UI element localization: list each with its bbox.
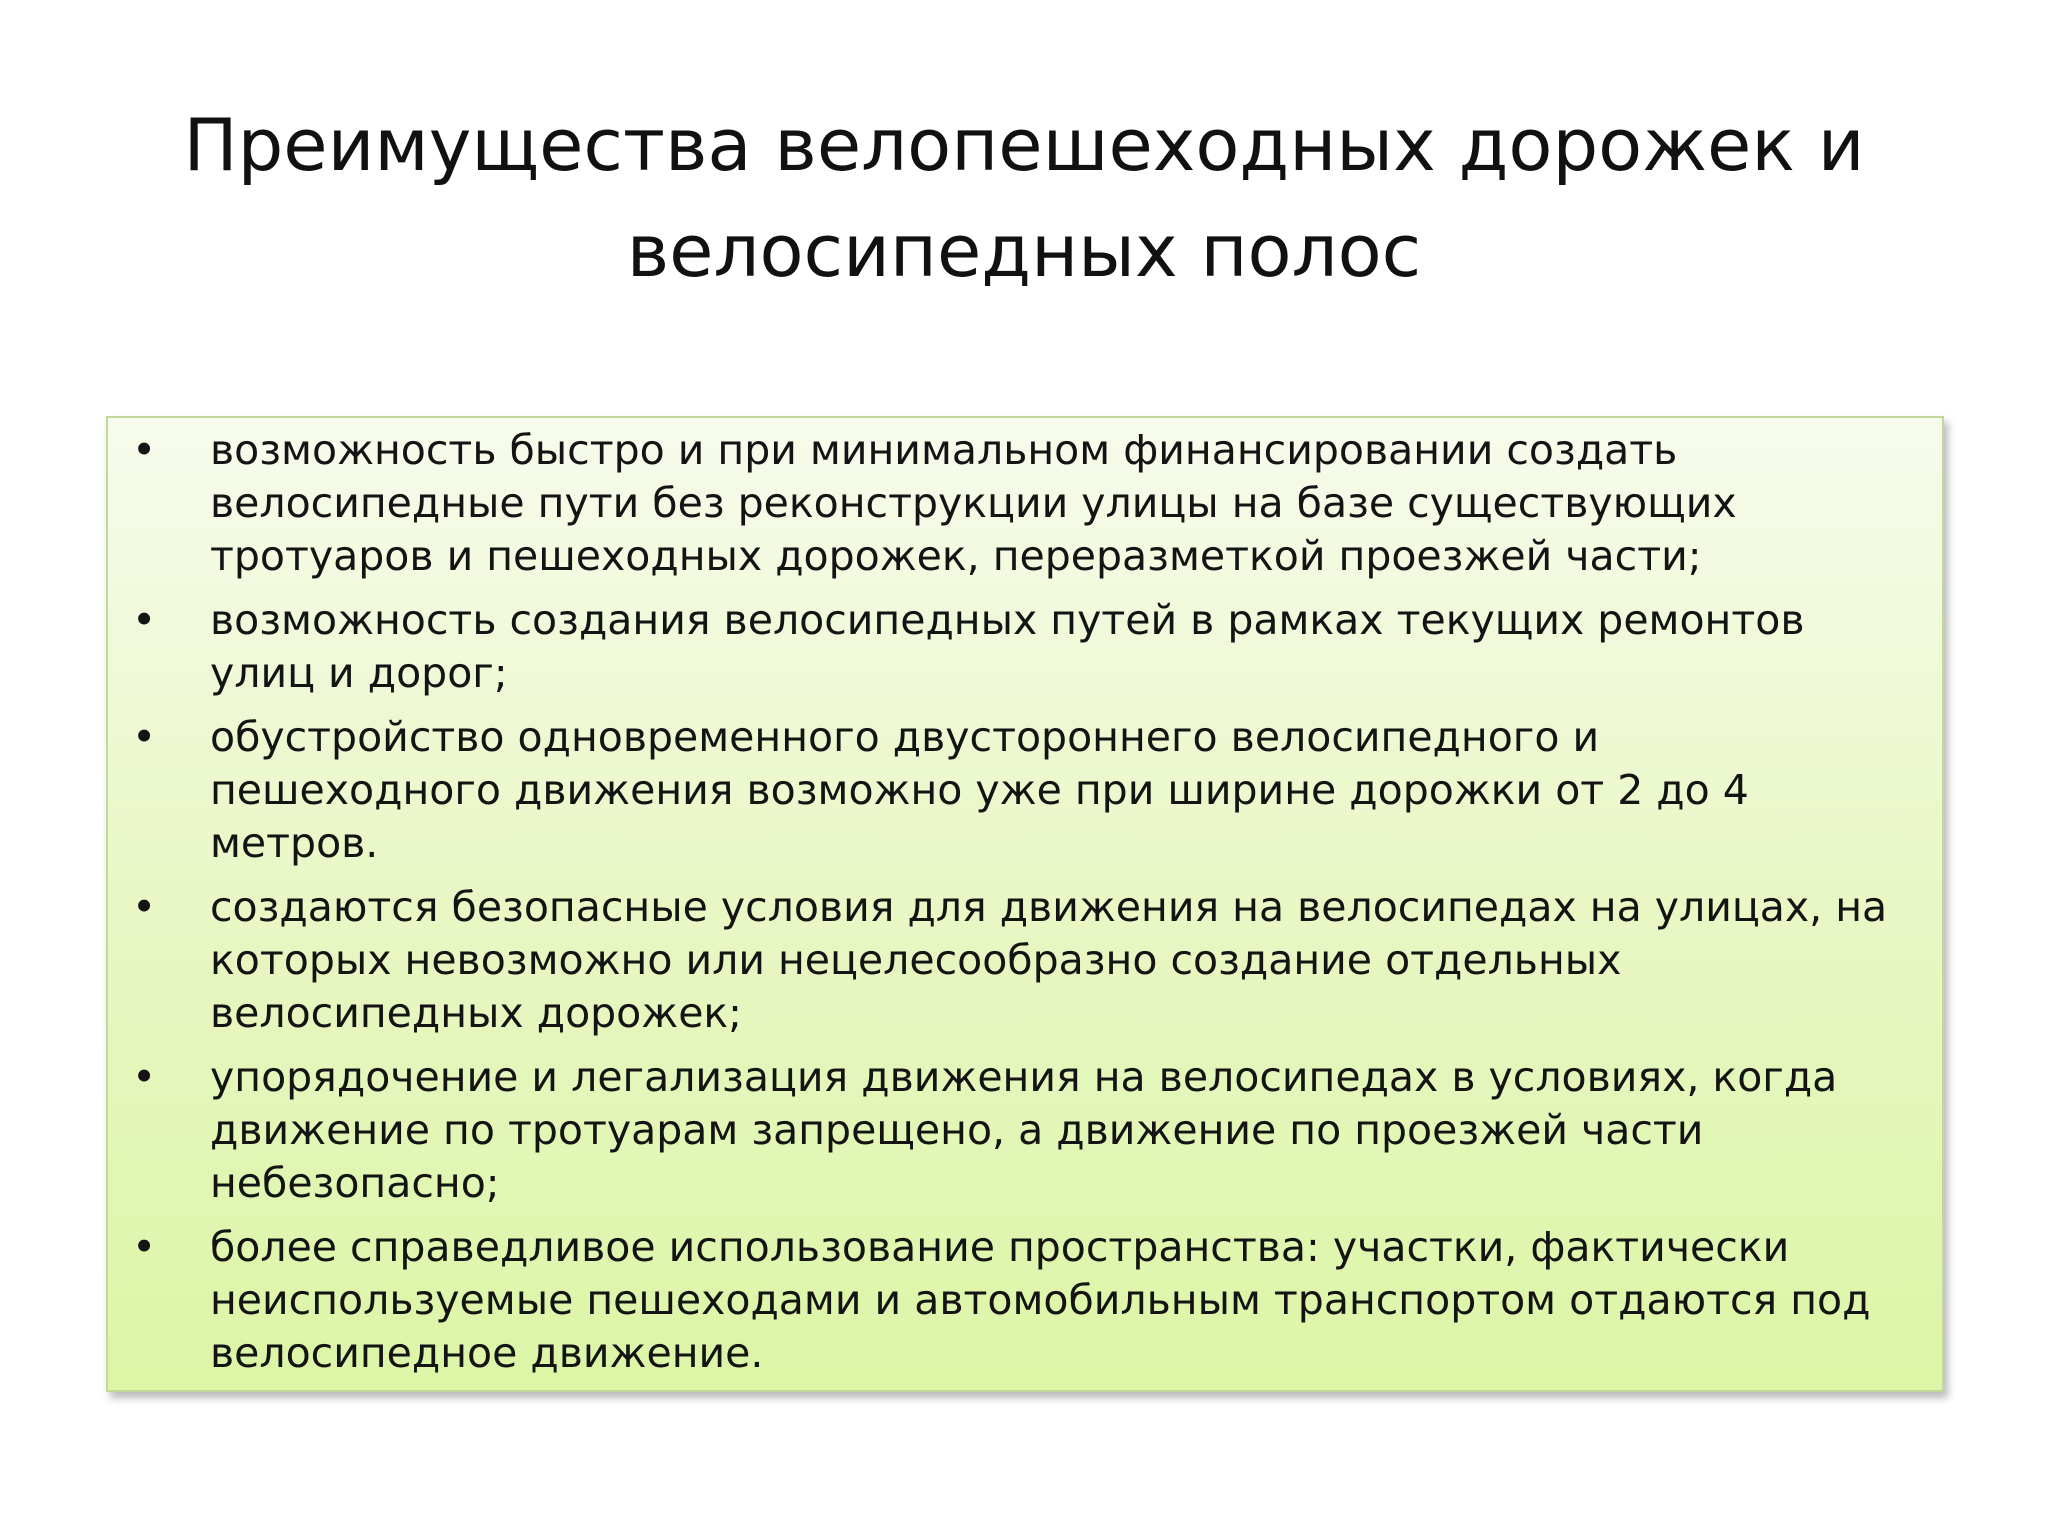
list-item-text: более справедливое использование пространства: участки, фактически неиспользуемые пешеходами и автомобильным транспортом отдаются под велосипедное движение. (210, 1223, 1871, 1377)
bullet-icon: • (132, 426, 157, 474)
bullet-icon: • (132, 713, 157, 761)
list-item (130, 881, 1902, 1040)
list-item-text: возможность быстро и при минимальном финансировании создать велосипедные пути без реконструкции улицы на базе существующих тротуаров и пешеходных дорожек, переразметкой проезжей части; (210, 426, 1737, 580)
list-item (130, 1221, 1902, 1380)
content-box (106, 416, 1944, 1392)
list-item (130, 1051, 1902, 1210)
list-item (130, 424, 1902, 583)
slide-title: Преимущества велопешеходных дорожек и велосипедных полос (183, 103, 1865, 293)
list-item (130, 594, 1902, 700)
bullet-icon: • (132, 883, 157, 931)
bullet-icon: • (132, 1223, 157, 1271)
list-item-text: упорядочение и легализация движения на велосипедах в условиях, когда движение по тротуарам запрещено, а движение по проезжей части небезопасно; (210, 1053, 1838, 1207)
bullet-icon: • (132, 596, 157, 644)
list-item (130, 711, 1902, 870)
list-item-text: возможность создания велосипедных путей в рамках текущих ремонтов улиц и дорог; (210, 596, 1805, 697)
list-item-text: создаются безопасные условия для движения на велосипедах на улицах, на которых невозможно или нецелесообразно создание отдельных велосипедных дорожек; (210, 883, 1888, 1037)
list-item-text: обустройство одновременного двустороннего велосипедного и пешеходного движения возможно уже при ширине дорожки от 2 до 4 метров. (210, 713, 1749, 867)
bullet-icon: • (132, 1053, 157, 1101)
bullet-list (130, 424, 1902, 1380)
